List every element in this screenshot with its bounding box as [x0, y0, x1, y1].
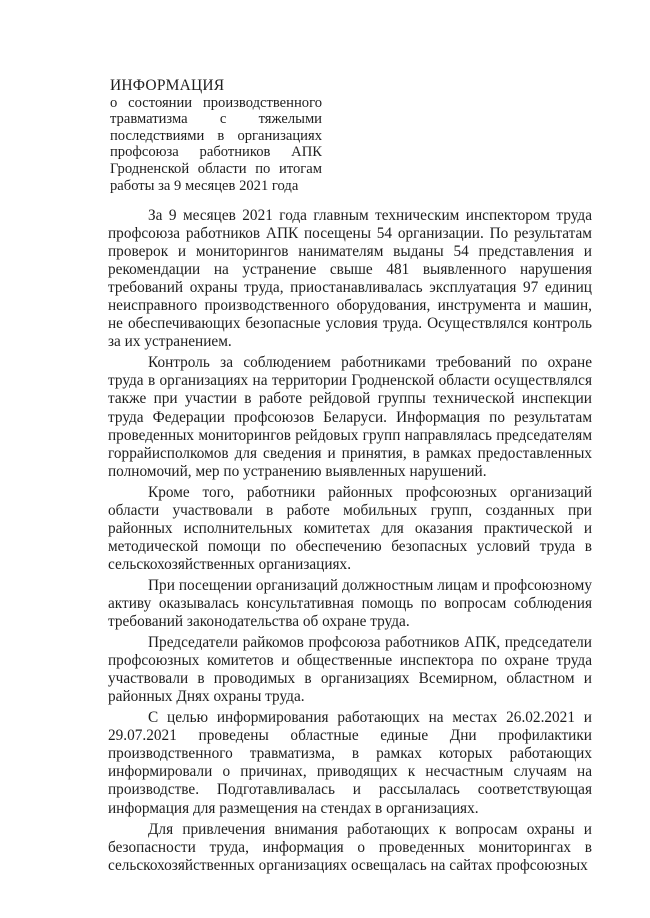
paragraph-mobile-groups: Кроме того, работники районных профсоюзных организаций области участвовали в работе мобильных групп, созданных при районных исполнительных комитетах для оказания практической и методической помощи по обеспечению безопасных условий труда в сельскохозяйственных организациях.	[108, 483, 592, 573]
document-body	[108, 207, 592, 875]
document-subtitle	[110, 95, 322, 195]
paragraph-inspections: За 9 месяцев 2021 года главным техническим инспектором труда профсоюза работников АПК посещены 54 организации. По результатам проверок и мониторингов нанимателям выданы 54 представления и рекомендации на устранение свыше 481 выявленного нарушения требований охраны труда, приостанавливалась эксплуатация 97 единиц неисправного производственного оборудования, инструмента и машин, не обеспечивающих безопасные условия труда. Осуществлялся контроль за их устранением.	[108, 207, 592, 351]
paragraph-prevention-days: С целью информирования работающих на местах 26.02.2021 и 29.07.2021 проведены областные единые Дни профилактики производственного травматизма, в рамках которых работающих информировали о причинах, приводящих к несчастным случаям на производстве. Подготавливалась и рассылалась соответствующая информация для размещения на стендах в организациях.	[108, 709, 592, 817]
document-title: ИНФОРМАЦИЯ	[110, 77, 225, 94]
paragraph-websites: Для привлечения внимания работающих к вопросам охраны и безопасности труда, информация о проведенных мониторингах в сельскохозяйственных организациях освещалась на сайтах профсоюзных	[108, 820, 592, 874]
paragraph-consultations: При посещении организаций должностным лицам и профсоюзному активу оказывалась консультативная помощь по вопросам соблюдения требований законодательства об охране труда.	[108, 576, 592, 631]
paragraph-safety-days: Председатели райкомов профсоюза работников АПК, председатели профсоюзных комитетов и общественные инспектора по охране труда участвовали в проводимых в организациях Всемирном, областном и районных Днях охраны труда.	[108, 634, 592, 706]
paragraph-raid-groups: Контроль за соблюдением работниками требований по охране труда в организациях на территории Гродненской области осуществлялся также при участии в работе рейдовой группы технической инспекции труда Федерации профсоюзов Беларуси. Информация по результатам проведенных мониторингов рейдовых групп направлялась председателям горрайисполкомов для сведения и принятия, в рамках предоставленных полномочий, мер по устранению выявленных нарушений.	[108, 354, 592, 480]
document-subtitle-text: о состоянии производственного травматизма с тяжелыми последствиями в организациях профсоюза работников АПК Гродненской области по итогам работы за 9 месяцев 2021 года	[110, 94, 322, 194]
document-heading	[110, 78, 322, 194]
